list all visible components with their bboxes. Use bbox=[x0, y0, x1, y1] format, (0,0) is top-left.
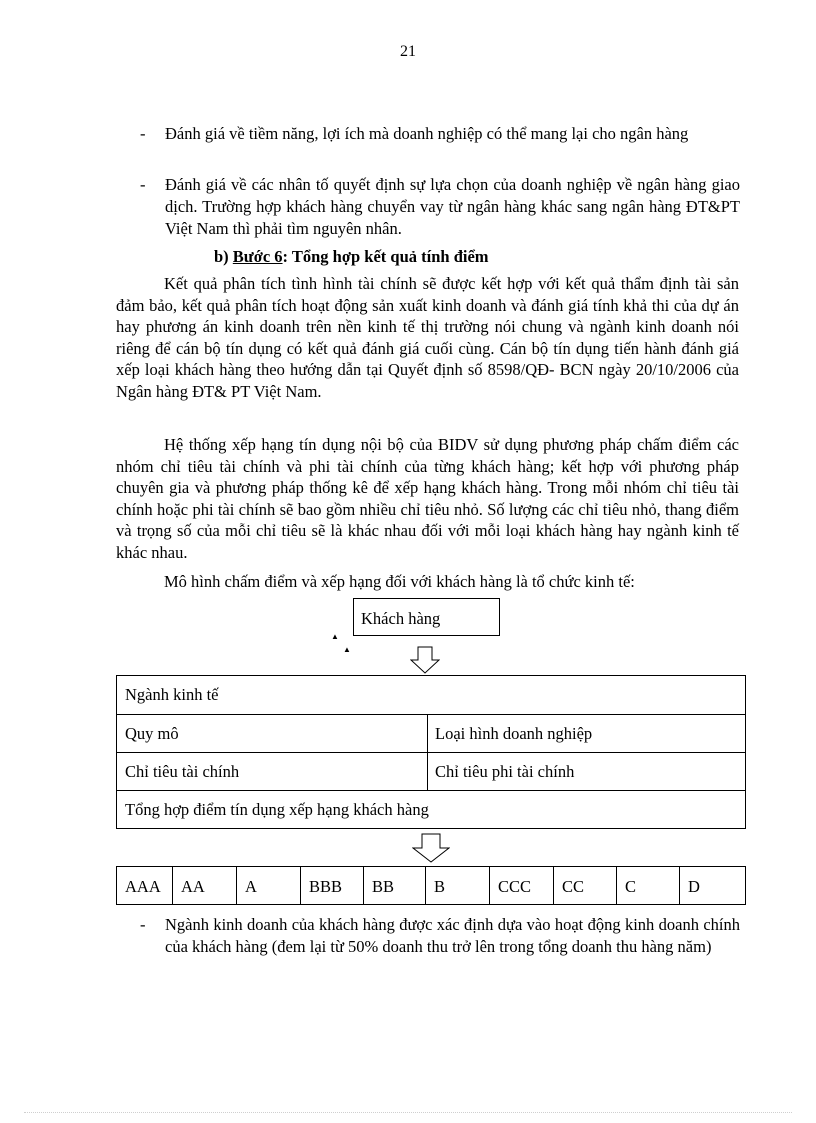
table-row bbox=[117, 790, 745, 828]
table-row bbox=[117, 752, 745, 790]
bullet-dash: - bbox=[140, 124, 146, 143]
heading-title: : Tổng hợp kết quả tính điểm bbox=[282, 247, 489, 266]
rating-cell: BBB bbox=[301, 867, 364, 904]
bullet-text: Đánh giá về tiềm năng, lợi ích mà doanh nghiệp có thể mang lại cho ngân hàng bbox=[165, 124, 689, 143]
bullet-dash: - bbox=[140, 915, 146, 934]
scale-cell: Quy mô bbox=[117, 715, 428, 752]
page-bottom-rule bbox=[24, 1112, 792, 1113]
rating-cell: B bbox=[426, 867, 490, 904]
section-heading bbox=[214, 247, 489, 267]
page-number: 21 bbox=[400, 43, 416, 60]
non-financial-cell: Chỉ tiêu phi tài chính bbox=[435, 762, 575, 781]
rating-cell: D bbox=[688, 877, 700, 896]
table-row bbox=[117, 676, 745, 714]
rating-cell: A bbox=[237, 867, 301, 904]
bullet-item bbox=[140, 174, 740, 240]
customer-box: Khách hàng bbox=[353, 598, 500, 636]
rating-model-table bbox=[116, 675, 746, 829]
bullet-item bbox=[140, 914, 740, 958]
bullet-dash: - bbox=[140, 175, 146, 194]
down-arrow-icon bbox=[410, 646, 440, 674]
rating-cell: AA bbox=[173, 867, 237, 904]
summary-cell: Tổng hợp điểm tín dụng xếp hạng khách hàng bbox=[125, 800, 429, 819]
industry-cell: Ngành kinh tế bbox=[125, 685, 219, 704]
down-arrow-icon bbox=[412, 833, 450, 863]
table-row bbox=[117, 714, 745, 752]
heading-prefix: b) bbox=[214, 247, 229, 266]
rating-cell: C bbox=[617, 867, 680, 904]
rating-cell: BB bbox=[364, 867, 426, 904]
triangle-marker-icon: ▲ bbox=[331, 632, 339, 641]
triangle-marker-icon: ▲ bbox=[343, 645, 351, 654]
ratings-row bbox=[116, 866, 746, 905]
financial-cell: Chỉ tiêu tài chính bbox=[117, 753, 428, 790]
bullet-text: Ngành kinh doanh của khách hàng được xác định dựa vào hoạt động kinh doanh chính của khách hàng (đem lại từ 50% doanh thu trở lên trong tổng doanh thu hàng năm) bbox=[165, 915, 740, 956]
rating-cell: CC bbox=[554, 867, 617, 904]
model-intro: Mô hình chấm điểm và xếp hạng đối với khách hàng là tổ chức kinh tế: bbox=[164, 572, 635, 591]
rating-cell: CCC bbox=[490, 867, 554, 904]
rating-cell: AAA bbox=[117, 867, 173, 904]
paragraph: Kết quả phân tích tình hình tài chính sẽ được kết hợp với kết quả thẩm định tài sản đảm bảo, kết quả phân tích hoạt động sản xuất kinh doanh và đánh giá tính khả thi của dự án hay phương án kinh doanh trên nền kinh tế thị trường nói chung và ngành kinh doanh nói riêng để cán bộ tín dụng có kết quả đánh giá cuối cùng. Cán bộ tín dụng tiến hành đánh giá xếp loại khách hàng theo hướng dẫn tại Quyết định số 8598/QĐ- BCN ngày 20/10/2006 của Ngân hàng ĐT& PT Việt Nam. bbox=[116, 274, 739, 401]
enterprise-type-cell: Loại hình doanh nghiệp bbox=[435, 724, 593, 743]
bullet-text: Đánh giá về các nhân tố quyết định sự lựa chọn của doanh nghiệp về ngân hàng giao dịch. Trường hợp khách hàng chuyển vay từ ngân hàng khác sang ngân hàng ĐT&PT Việt Nam thì phải tìm nguyên nhân. bbox=[165, 175, 740, 238]
paragraph: Hệ thống xếp hạng tín dụng nội bộ của BIDV sử dụng phương pháp chấm điểm các nhóm chỉ tiêu tài chính và phi tài chính của từng khách hàng; kết hợp với phương pháp chuyên gia và phương pháp thống kê để xếp hạng khách hàng. Trong mỗi nhóm chỉ tiêu tài chính hoặc phi tài chính sẽ bao gồm nhiều chỉ tiêu nhỏ. Số lượng các chỉ tiêu nhỏ, thang điểm và trọng số của mỗi chỉ tiêu sẽ là khác nhau đối với mỗi loại khách hàng hay ngành kinh tế khác nhau. bbox=[116, 435, 739, 562]
heading-step: Bước 6 bbox=[232, 247, 283, 266]
bullet-item bbox=[140, 123, 740, 145]
